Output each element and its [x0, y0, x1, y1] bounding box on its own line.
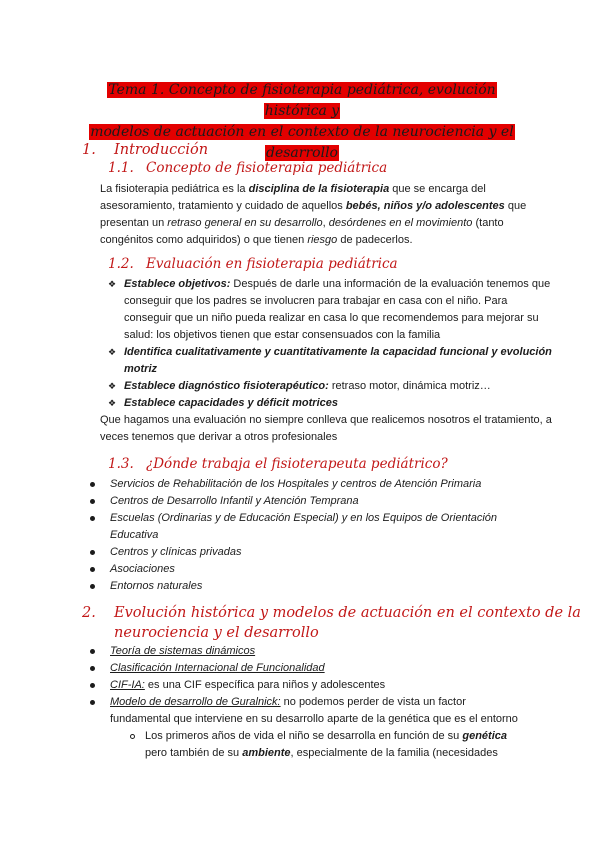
model-item-guralnick: Modelo de desarrollo de Guralnick: no podemos perder de vista un factor	[110, 696, 466, 708]
eval-item-diagnosis: Establece diagnóstico fisioterapéutico: retraso motor, dinámica motriz…	[124, 380, 491, 392]
title-line-2: modelos de actuación en el contexto de la neurociencia y el desarrollo	[90, 124, 514, 161]
model-item-cif-ia: CIF-IA: es una CIF específica para niños y adolescentes	[110, 679, 386, 691]
section-2-heading: 2. Evolución histórica y modelos de actuación en el contexto de la	[82, 605, 581, 621]
bullet-dot-icon	[90, 516, 95, 521]
eval-item-objectives-line2: conseguir que los padres se involucren para trabajar en casa con el niño. Para	[124, 295, 508, 307]
diamond-bullet-icon: ❖	[108, 398, 117, 408]
bullet-dot-icon	[90, 584, 95, 589]
title-line-1: Tema 1. Concepto de fisioterapia pediátrica, evolución histórica y	[108, 82, 496, 119]
workplace-item: Centros de Desarrollo Infantil y Atención Temprana	[110, 495, 359, 507]
section-1-2-heading: 1.2. Evaluación en fisioterapia pediátrica	[108, 256, 398, 272]
intro-paragraph: La fisioterapia pediátrica es la disciplina de la fisioterapia que se encarga del asesoramiento, tratamiento y cuidado de aquellos bebés, niños y/o adolescentes que presentan un retraso general en su desarrollo, desórdenes en el movimiento (tanto congénitos como adquiridos) o que tienen riesgo de padecerlos.	[100, 183, 527, 246]
workplace-item: Entornos naturales	[110, 580, 203, 592]
workplace-item: Centros y clínicas privadas	[110, 546, 242, 558]
bullet-dot-icon	[90, 649, 95, 654]
guralnick-subitem: Los primeros años de vida el niño se desarrolla en función de su genética	[145, 730, 507, 742]
diamond-bullet-icon: ❖	[108, 347, 117, 357]
bullet-dot-icon	[90, 550, 95, 555]
diamond-bullet-icon: ❖	[108, 279, 117, 289]
eval-item-objectives-line3: conseguir que un niño pueda realizar en casa lo que recomendemos para mejorar su	[124, 312, 539, 324]
bullet-dot-icon	[90, 666, 95, 671]
eval-note-line1: Que hagamos una evaluación no siempre conlleva que realicemos nosotros el tratamiento, a	[100, 414, 552, 426]
workplace-item: Servicios de Rehabilitación de los Hospitales y centros de Atención Primaria	[110, 478, 482, 490]
eval-item-capacity: Identifica cualitativamente y cuantitativamente la capacidad funcional y evolución	[124, 346, 552, 358]
workplace-item: Asociaciones	[110, 563, 175, 575]
guralnick-subitem-line2: pero también de su ambiente, especialmente de la familia (necesidades	[145, 747, 498, 759]
eval-item-capacities: Establece capacidades y déficit motrices	[124, 397, 338, 409]
model-item-dynamic-systems: Teoría de sistemas dinámicos	[110, 645, 256, 657]
bullet-dot-icon	[90, 567, 95, 572]
eval-item-capacity-line2: motriz	[124, 363, 157, 375]
diamond-bullet-icon: ❖	[108, 381, 117, 391]
workplace-item: Escuelas (Ordinarias y de Educación Especial) y en los Equipos de Orientación	[110, 512, 498, 524]
bullet-dot-icon	[90, 683, 95, 688]
eval-item-objectives-line4: salud: los objetivos tienen que estar consensuados con la familia	[124, 329, 441, 341]
eval-note-line2: veces tenemos que derivar a otros profesionales	[100, 431, 338, 443]
workplace-item-continuation: Educativa	[110, 529, 159, 541]
section-1-1-heading: 1.1. Concepto de fisioterapia pediátrica	[108, 160, 388, 176]
section-2-heading-line2: neurociencia y el desarrollo	[114, 625, 319, 641]
section-1-3-heading: 1.3. ¿Dónde trabaja el fisioterapeuta pediátrico?	[108, 456, 448, 472]
eval-item-objectives: Establece objetivos: Después de darle una información de la evaluación tenemos que	[124, 278, 551, 290]
bullet-dot-icon	[90, 499, 95, 504]
section-1-heading: 1. Introducción	[82, 142, 209, 158]
model-item-guralnick-line2: fundamental que interviene en su desarrollo aparte de la genética que es el entorno	[110, 713, 518, 725]
bullet-dot-icon	[90, 482, 95, 487]
bullet-dot-icon	[90, 700, 95, 705]
model-item-icf: Clasificación Internacional de Funcionalidad	[110, 662, 325, 674]
bullet-circle-icon	[130, 734, 135, 739]
